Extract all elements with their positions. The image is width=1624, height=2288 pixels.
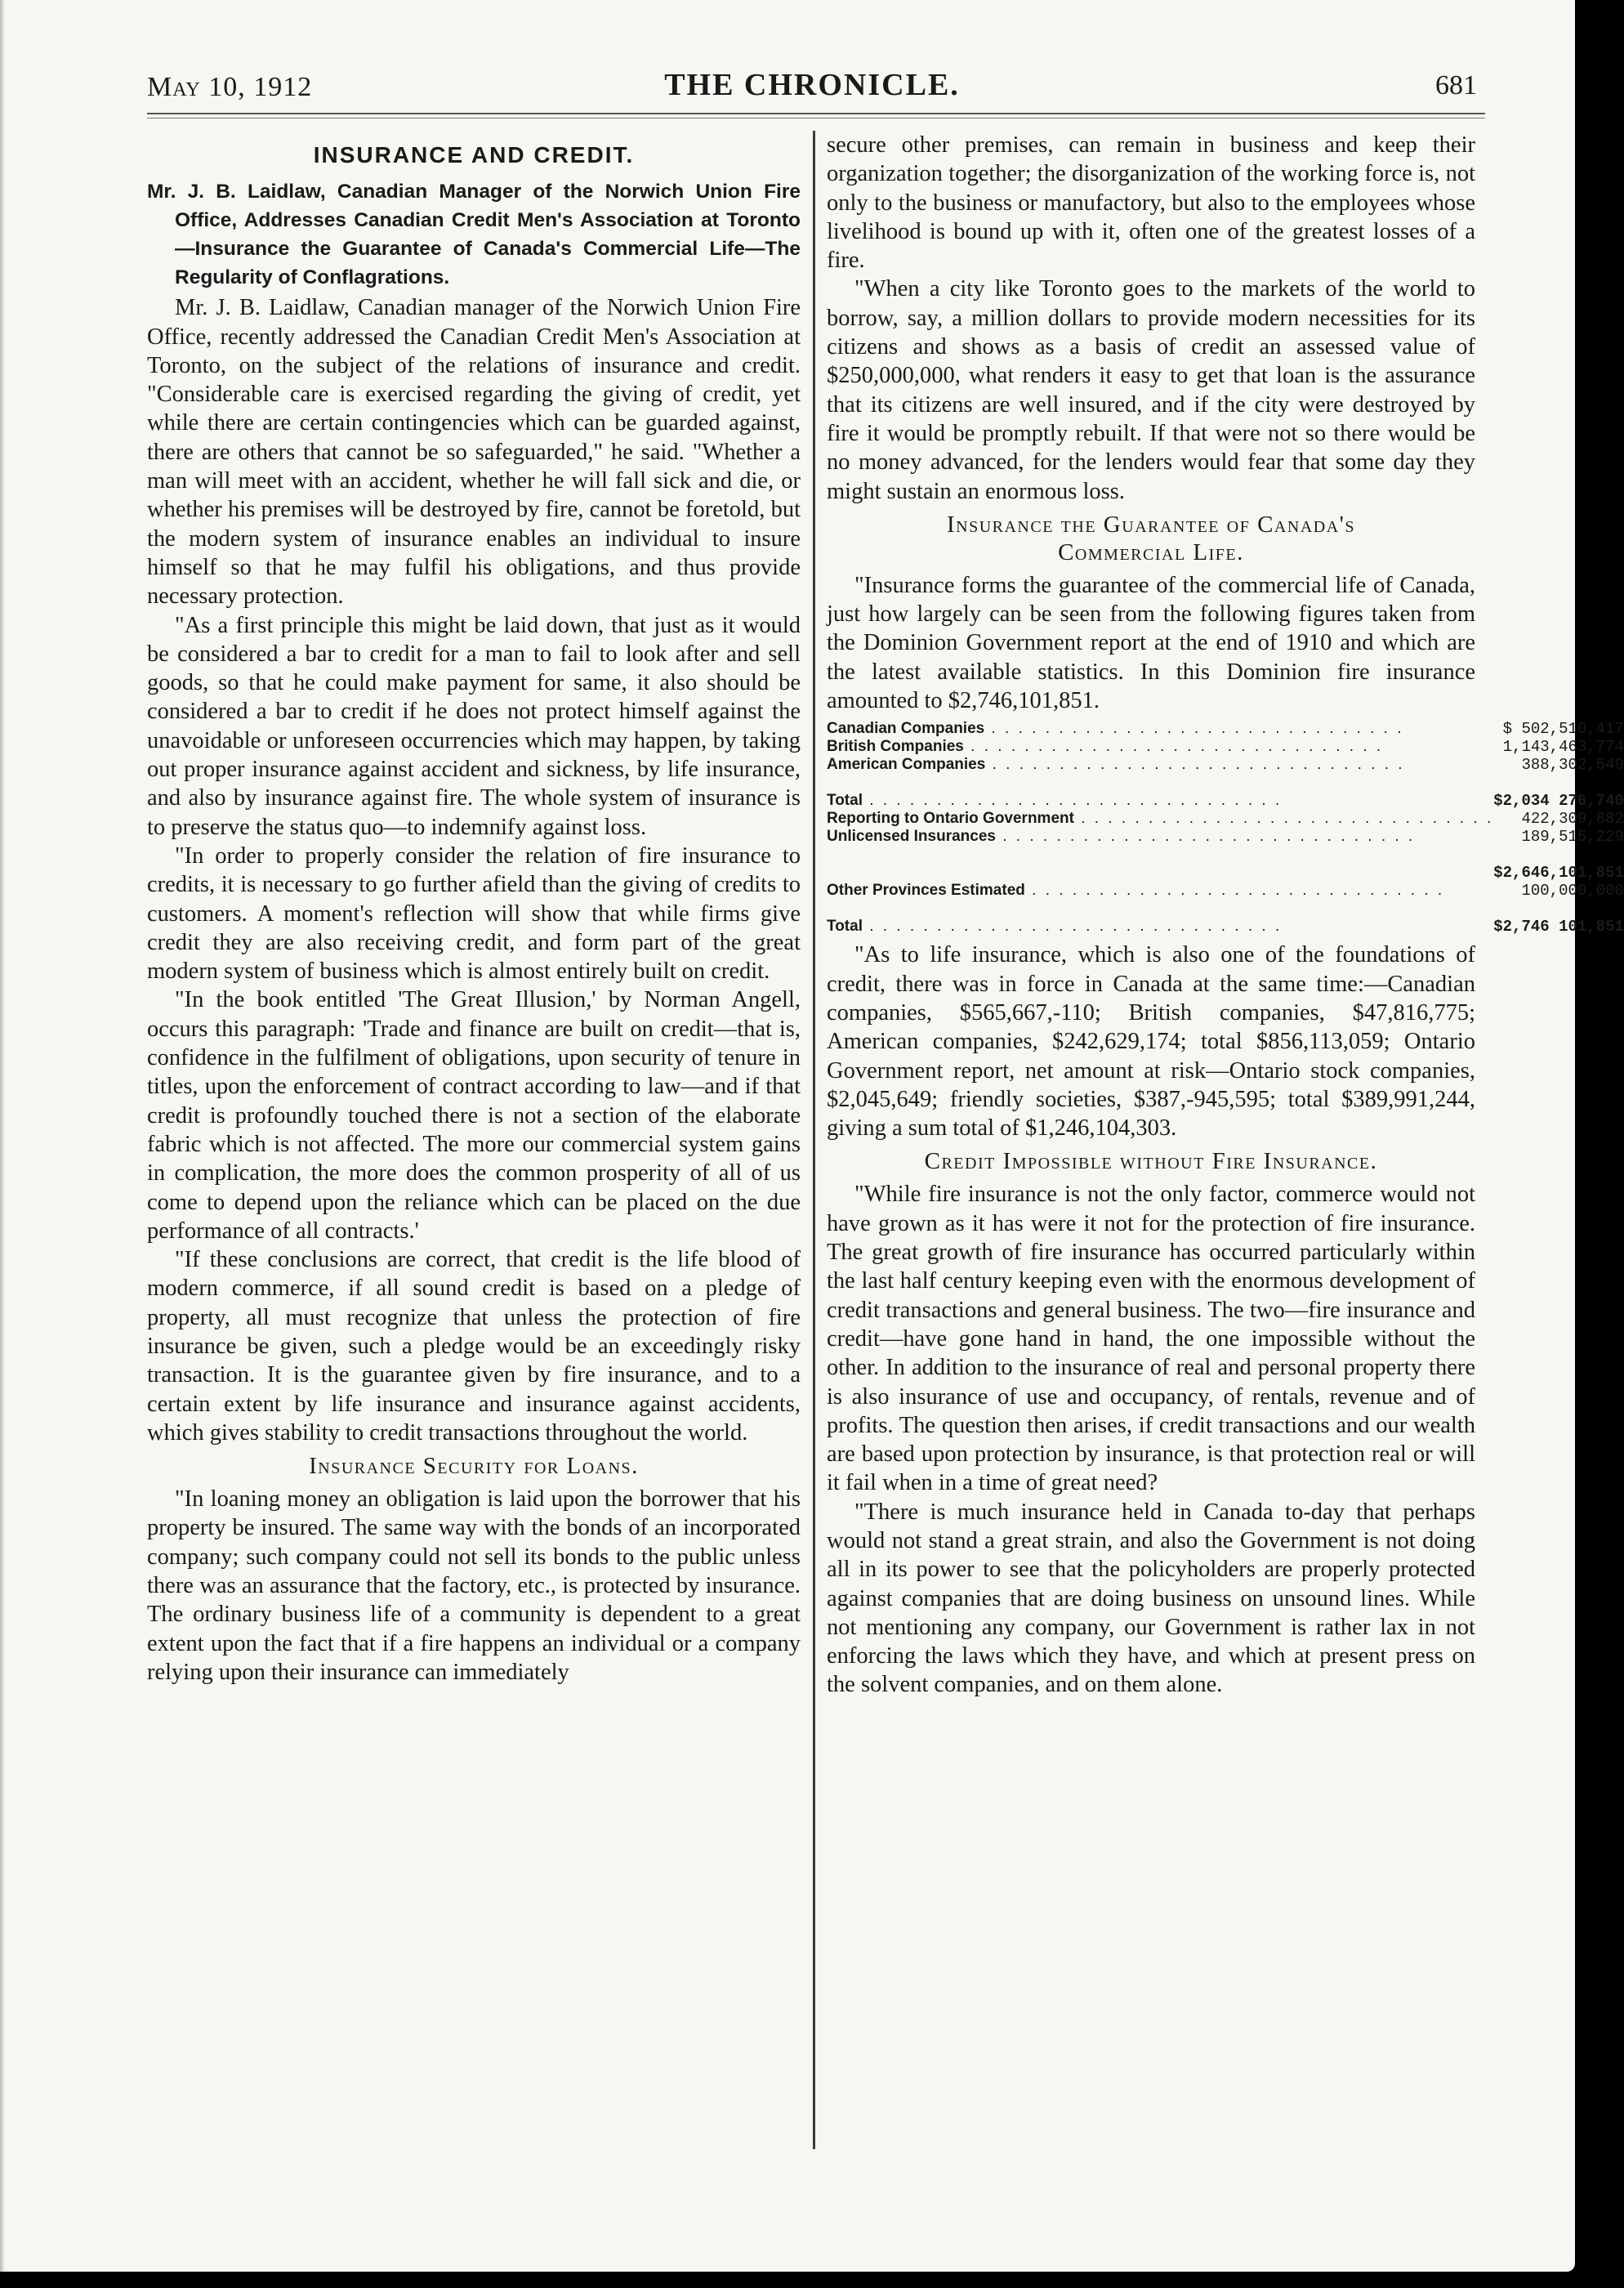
table-row-value: 1,143,463,774 [1502,738,1624,757]
table-row [827,756,1624,774]
left-column [147,131,801,1687]
table-row-value: 100,000,000 [1521,882,1624,900]
body-paragraph: "In the book entitled 'The Great Illusion,' by Norman Angell, occurs this paragraph: 'Trade and finance are built on credit—that is, confidence in the fulfilment of obligations, upon security of tenure in titles, upon the enforcement of contract according to law—and if that credit is profoundly touched there is not a section of the elaborate fabric which is not affected. The more our commercial system gains in complication, the more does the common prosperity of all of us come to depend upon the reliance which can be placed on the due performance of all contracts.' [147,987,801,1244]
row-label-text: Total [827,918,863,936]
body-paragraph: "While fire insurance is not the only factor, commerce would not have grown as it has were it not for the protection of fire insurance. The great growth of fire insurance has occurred particularly within the last half century keeping even with the enormous development of credit transactions and general business. The two—fire insurance and credit—have gone hand in hand, the one impossible without the other. In addition to the insurance of real and personal property there is also insurance of use and occupancy, of rentals, revenue and of profits. The question then arises, if credit transactions and our wealth are based upon protection by insurance, is that protection real or will it fail when in a time of great need? [827,1182,1475,1496]
running-head [147,67,1477,108]
row-label-text: Total [827,792,863,810]
dot-leader: . . . . . . . . . . . . . . . . . . . . . . . . . . . . . . . [862,792,1283,810]
dot-leader: . . . . . . . . . . . . . . . . . . . . . . . . . . . . . . . [862,918,1283,936]
table-row [827,828,1624,846]
row-label-text: American Companies [827,756,986,774]
table-row [827,720,1624,738]
table-row-label [827,756,1493,774]
right-column [827,131,1624,1700]
issue-date: May 10, 1912 [147,72,313,102]
table-row-value: 388,302,549 [1521,756,1624,775]
table-row-label [827,792,1493,810]
table-row-value: 422,309,882 [1521,810,1624,829]
table-row [827,918,1624,936]
body-paragraph: "In loaning money an obligation is laid upon the borrower that his property be insured. The same way with the bonds of an incorporated company; such company could not sell its bonds to the public unless there was an assurance that the factory, etc., is protected by insurance. The ordinary business life of a community is dependent to a great extent upon the fact that if a fire happens an individual or a company relying upon their insurance can immediately [147,1486,801,1685]
section-heading-line: Insurance the Guarantee of Canada's [946,511,1355,538]
table-row-label [827,846,1493,864]
table-row-label [827,774,1493,792]
dot-leader: . . . . . . . . . . . . . . . . . . . . . . . . . . . . . . . [995,828,1416,846]
table-row-label [827,864,1493,882]
table-row [827,810,1624,828]
body-paragraph: "There is much insurance held in Canada to-day that perhaps would not stand a great strain, and also the Government is not doing all in its power to see that the policyholders are properly protected against companies that are doing business on unsound lines. While not mentioning any company, our Government is rather lax in not enforcing the laws which they have, and which at present press on the solvent companies, and on them alone. [827,1499,1475,1698]
row-label-text: British Companies [827,738,964,756]
table-row-value [1493,774,1624,792]
row-label-text: Reporting to Ontario Government [827,810,1074,828]
table-row-label [827,918,1493,936]
table-row-label [827,828,1493,846]
page-edge-shadow [0,0,5,2272]
table-row [827,738,1624,756]
table-row-value [1493,846,1624,864]
body-paragraph: "In order to properly consider the relation of fire insurance to credits, it is necessary to go further afield than the giving of credits to customers. A moment's reflection will show that while firms give credit they are also receiving credit, and form part of the great modern system of business which is almost entirely built on credit. [147,842,801,985]
row-label-text: Other Provinces Estimated [827,882,1025,900]
table-row-label [827,720,1493,738]
body-paragraph-continued: secure other premises, can remain in business and keep their organization together; the disorganization of the working force is, not only to the business or manufactory, but also to the employees whose livelihood is bound up with it, often one of the greatest losses of a fire. [827,132,1475,274]
row-label-text: Unlicensed Insurances [827,828,996,846]
column-rule [813,131,815,2149]
section-heading-loans: Insurance Security for Loans. [309,1453,639,1480]
table-row-label [827,882,1493,900]
dot-leader: . . . . . . . . . . . . . . . . . . . . . . . . . . . . . . . [1024,882,1445,900]
article-title: INSURANCE AND CREDIT. [313,142,635,168]
dot-leader: . . . . . . . . . . . . . . . . . . . . . . . . . . . . . . . [963,738,1384,756]
page-number: 681 [1435,70,1477,101]
table-row-value: $2,746 101,851 [1493,918,1624,936]
publication-title: THE CHRONICLE. [664,68,960,102]
section-heading-guarantee [827,511,1475,566]
table-row [827,900,1624,918]
table-row-value: $2,034 276,740 [1493,792,1624,811]
body-paragraph: Mr. J. B. Laidlaw, Canadian manager of the Norwich Union Fire Office, recently addressed the Canadian Credit Men's Association at Toronto, on the subject of the relations of insurance and credit. "Considerable care is exercised regarding the giving of credit, yet while there are certain contingencies which can be guarded against, there are others that cannot be so safeguarded," he said. "Whether a man will meet with an accident, whether he will fall sick and die, or whether his premises will be destroyed by fire, cannot be foretold, but the modern system of insurance enables an individual to insure himself so that he may fulfil his obligations, and thus provide necessary protection. [147,295,801,610]
dot-leader: . . . . . . . . . . . . . . . . . . . . . . . . . . . . . . . [985,756,1405,774]
table-row [827,864,1624,882]
body-paragraph: "When a city like Toronto goes to the markets of the world to borrow, say, a million dollars to provide modern necessities for its citizens and shows as a basis of credit an assessed value of $250,000,000, what renders it easy to get that loan is the assurance that its citizens are well insured, and if the city were destroyed by fire it would be promptly rebuilt. If that were not so there would be no money advanced, for the lenders would fear that some day they might sustain an enormous loss. [827,276,1475,504]
dot-leader: . . . . . . . . . . . . . . . . . . . . . . . . . . . . . . . [984,720,1404,738]
table-row [827,882,1624,900]
table-row [827,774,1624,792]
table-row-label [827,900,1493,918]
table-row-label [827,738,1493,756]
header-rule [147,113,1485,118]
table-row-value: $ 502,510,417 [1502,720,1624,739]
fire-insurance-figures-table [827,720,1624,936]
row-label-text: Canadian Companies [827,720,985,738]
table-row [827,792,1624,810]
dot-leader: . . . . . . . . . . . . . . . . . . . . . . . . . . . . . . . [1073,810,1494,828]
article-deck: Mr. J. B. Laidlaw, Canadian Manager of the Norwich Union Fire Office, Addresses Canadian Credit Men's Association at Toronto—Insurance the Guarantee of Canada's Commercial Life—The Regularity of Conflagrations. [147,181,801,289]
section-heading-credit: Credit Impossible without Fire Insurance. [924,1148,1378,1175]
table-row-label [827,810,1493,828]
table-row-value: 189,515,229 [1521,828,1624,847]
body-paragraph: "If these conclusions are correct, that credit is the life blood of modern commerce, if all sound credit is based on a pledge of property, all must recognize that unless the protection of fire insurance be given, such a pledge would be an exceedingly risky transaction. It is the guarantee given by fire insurance, and to a certain extent by life insurance and insurance against accidents, which gives stability to credit transactions throughout the world. [147,1247,801,1446]
body-paragraph: "Insurance forms the guarantee of the commercial life of Canada, just how largely can be seen from the following figures taken from the Dominion Government report at the end of 1910 and which are the latest available statistics. In this Dominion fire insurance amounted to $2,746,101,851. [827,572,1475,714]
table-row [827,846,1624,864]
table-row-value [1493,900,1624,918]
body-paragraph: "As a first principle this might be laid down, that just as it would be considered a bar to credit for a man to fail to look after and sell goods, so that he could make payment for same, it also should be considered a bar to credit if he does not protect himself against the unavoidable or unforeseen occurrencies which may happen, by taking out proper insurance against accident and sickness, by life insurance, and also by insurance against fire. The whole system of insurance is to preserve the status quo—to indemnify against loss. [147,612,801,840]
section-heading-line: Commercial Life. [1058,538,1244,565]
table-row-value: $2,646,101,851 [1493,864,1624,883]
body-paragraph: "As to life insurance, which is also one of the foundations of credit, there was in force in Canada at the same time:—Canadian companies, $565,667,-110; British companies, $47,816,775; American companies, $242,629,174; total $856,113,059; Ontario Government report, net amount at risk—Ontario stock companies, $2,045,649; friendly societies, $387,-945,595; total $389,991,244, giving a sum total of $1,246,104,303. [827,942,1475,1142]
